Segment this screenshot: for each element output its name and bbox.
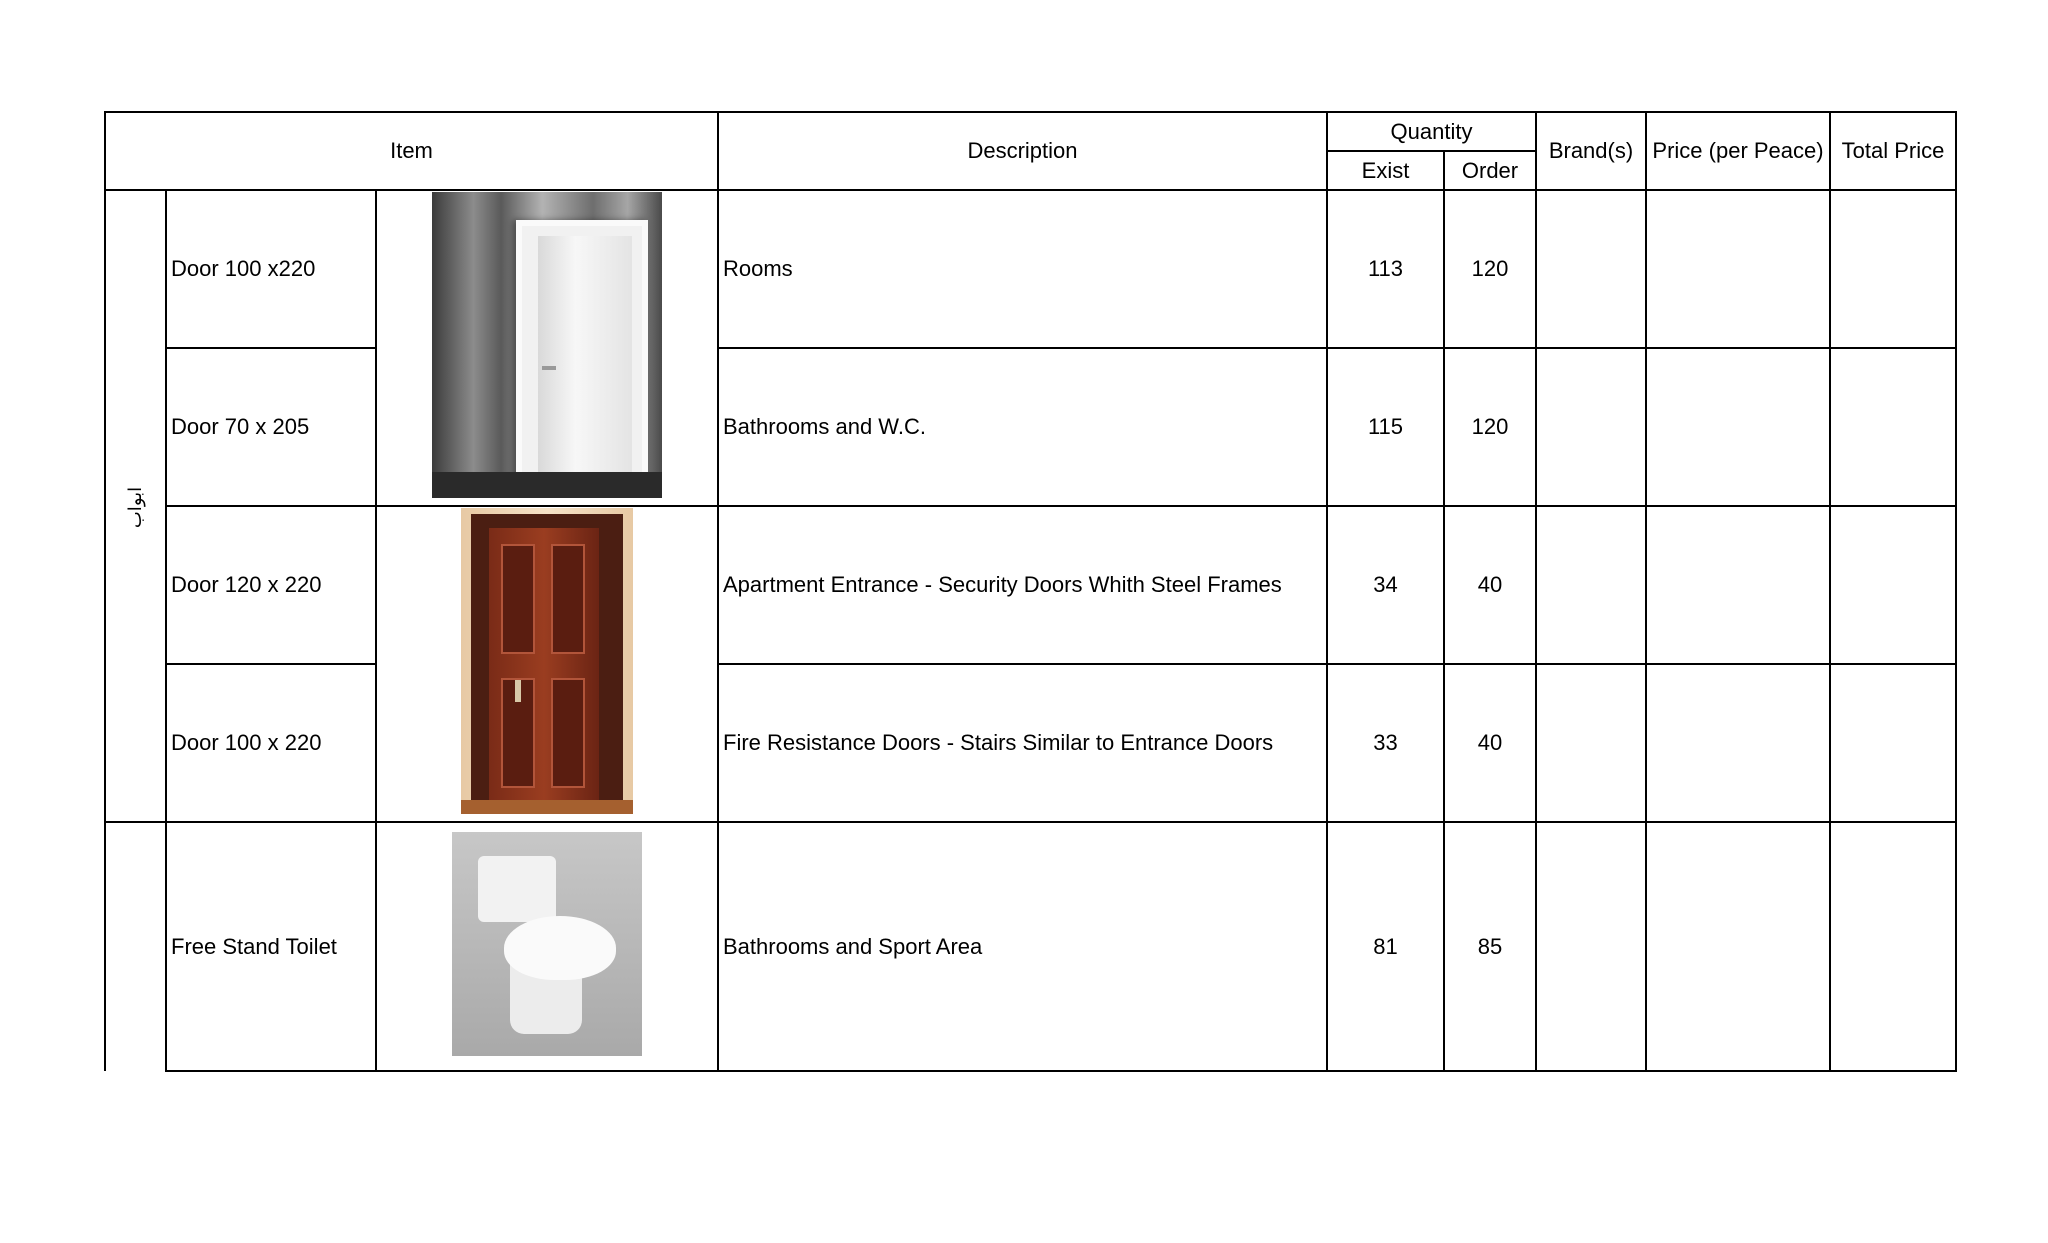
- item-total: [1830, 190, 1956, 348]
- item-name: Door 100 x 220: [166, 664, 376, 822]
- table-row: [105, 190, 1956, 348]
- item-exist: 81: [1327, 822, 1444, 1071]
- item-price: [1646, 822, 1830, 1071]
- item-price: [1646, 506, 1830, 664]
- header-price-per: Price (per Peace): [1646, 112, 1830, 190]
- item-description: Apartment Entrance - Security Doors Whith Steel Frames: [718, 506, 1327, 664]
- header-brands: Brand(s): [1536, 112, 1646, 190]
- white-door-image: [432, 192, 662, 498]
- item-exist: 34: [1327, 506, 1444, 664]
- item-description: Bathrooms and Sport Area: [718, 822, 1327, 1071]
- header-quantity: Quantity: [1327, 112, 1536, 151]
- item-description: Rooms: [718, 190, 1327, 348]
- item-description: Bathrooms and W.C.: [718, 348, 1327, 506]
- item-order: 85: [1444, 822, 1536, 1071]
- item-exist: 33: [1327, 664, 1444, 822]
- item-name: Door 100 x220: [166, 190, 376, 348]
- header-order: Order: [1444, 151, 1536, 190]
- table-row: [105, 822, 1956, 1071]
- group-label-cell: [105, 190, 166, 822]
- item-name: Door 120 x 220: [166, 506, 376, 664]
- items-table: [104, 111, 1957, 1072]
- item-exist: 115: [1327, 348, 1444, 506]
- item-brands: [1536, 190, 1646, 348]
- header-exist: Exist: [1327, 151, 1444, 190]
- item-total: [1830, 822, 1956, 1071]
- item-brands: [1536, 506, 1646, 664]
- item-name: Door 70 x 205: [166, 348, 376, 506]
- toilet-image-cell: [376, 822, 718, 1071]
- table-row: [105, 506, 1956, 664]
- item-price: [1646, 348, 1830, 506]
- group-label-cell-empty: [105, 822, 166, 1071]
- item-total: [1830, 664, 1956, 822]
- item-total: [1830, 506, 1956, 664]
- wood-door-image-cell: [376, 506, 718, 822]
- item-price: [1646, 664, 1830, 822]
- white-door-image-cell: [376, 190, 718, 506]
- header-total-price: Total Price: [1830, 112, 1956, 190]
- toilet-image: [452, 832, 642, 1056]
- item-order: 120: [1444, 190, 1536, 348]
- item-price: [1646, 190, 1830, 348]
- item-brands: [1536, 664, 1646, 822]
- item-exist: 113: [1327, 190, 1444, 348]
- item-order: 120: [1444, 348, 1536, 506]
- item-description: Fire Resistance Doors - Stairs Similar to Entrance Doors: [718, 664, 1327, 822]
- wood-door-image: [461, 508, 633, 814]
- item-total: [1830, 348, 1956, 506]
- item-name: Free Stand Toilet: [166, 822, 376, 1071]
- item-brands: [1536, 348, 1646, 506]
- item-order: 40: [1444, 506, 1536, 664]
- header-row-1: [105, 112, 1956, 151]
- group-label: ابواب: [124, 486, 145, 529]
- quotation-sheet: [104, 111, 1957, 1072]
- item-order: 40: [1444, 664, 1536, 822]
- header-item: Item: [105, 112, 718, 190]
- header-description: Description: [718, 112, 1327, 190]
- item-brands: [1536, 822, 1646, 1071]
